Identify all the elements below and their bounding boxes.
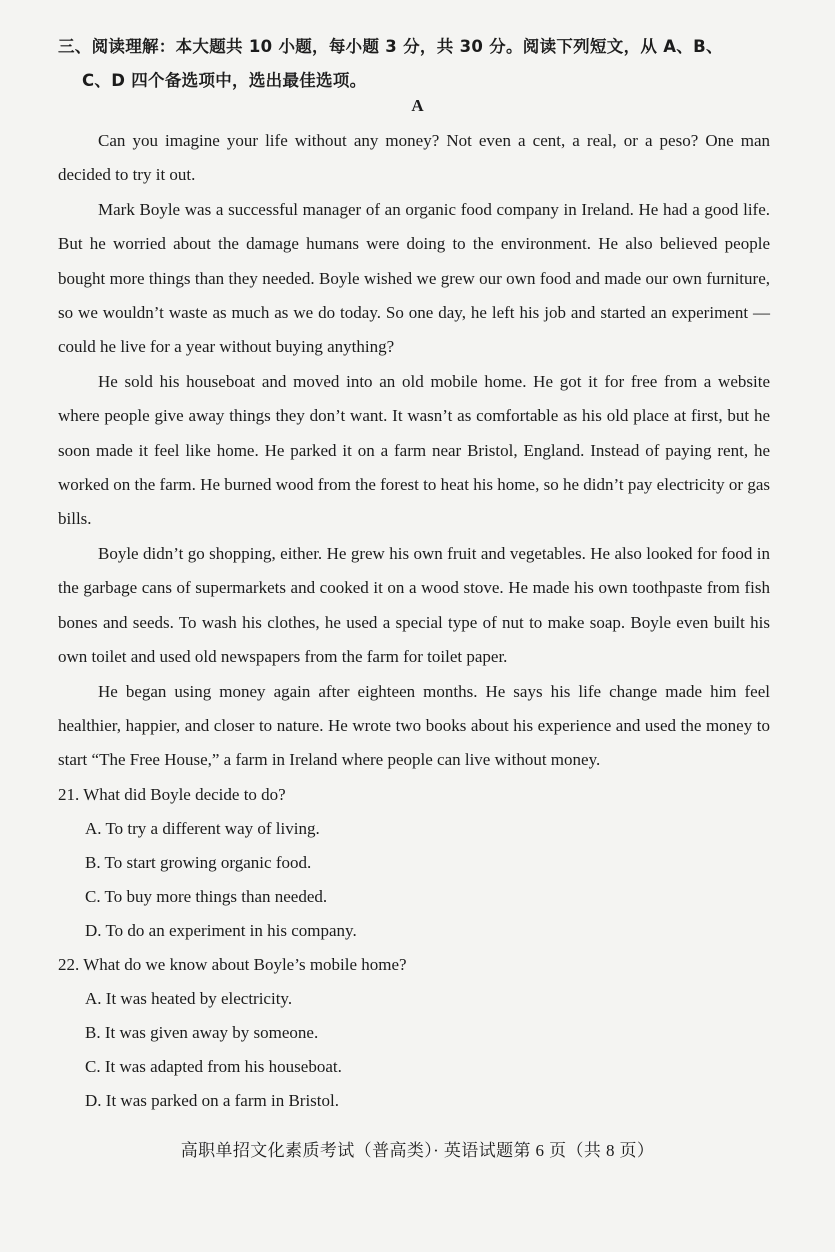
option-b: B. It was given away by someone. (85, 1022, 319, 1042)
section-header (58, 30, 778, 98)
paragraph: He began using money again after eighteen months. He says his life change made him feel healthier, happier, and closer to nature. He wrote two books about his experience and used the money to start “The Free House,” a farm in Ireland where people can live without money. (58, 681, 770, 770)
paragraph: He sold his houseboat and moved into an old mobile home. He got it for free from a website where people give away things they don’t want. It wasn’t as comfortable as his old place at first, but he soon made it feel like home. He parked it on a farm near Bristol, England. Instead of paying rent, he worked on the farm. He burned wood from the forest to heat his home, so he didn’t pay electricity or gas bills. (58, 371, 770, 529)
options-list (58, 982, 770, 1118)
options-list (58, 812, 770, 948)
section-header-line1: 三、阅读理解：本大题共 10 小题，每小题 3 分，共 30 分。阅读下列短文，从 A、B、 (58, 37, 723, 56)
question-stem: 22. What do we know about Boyle’s mobile home? (58, 954, 407, 974)
option-a: A. To try a different way of living. (85, 818, 320, 838)
paragraph: Mark Boyle was a successful manager of an organic food company in Ireland. He had a good life. But he worried about the damage humans were doing to the environment. He also believed people bought more things than they needed. Boyle wished we grew our own food and made our own furniture, so we wouldn’t waste as much as we do today. So one day, he left his job and started an experiment — could he live for a year without buying anything? (58, 199, 770, 357)
question-22 (58, 948, 770, 1118)
option-d: D. To do an experiment in his company. (85, 920, 357, 940)
option-c: C. To buy more things than needed. (85, 886, 328, 906)
section-header-line2: C、D 四个备选项中，选出最佳选项。 (82, 71, 367, 90)
passage-title: A (411, 96, 424, 115)
question-stem: 21. What did Boyle decide to do? (58, 784, 286, 804)
option-a: A. It was heated by electricity. (85, 988, 293, 1008)
question-21 (58, 778, 770, 948)
paragraph: Boyle didn’t go shopping, either. He grew his own fruit and vegetables. He also looked for food in the garbage cans of supermarkets and cooked it on a wood stove. He made his own toothpaste from fish bones and seeds. To wash his clothes, he used a special type of nut to make soap. Boyle even built his own toilet and used old newspapers from the farm for toilet paper. (58, 543, 770, 667)
page-footer: 高职单招文化素质考试（普高类）· 英语试题第 6 页（共 8 页） (180, 1141, 655, 1160)
paragraph: Can you imagine your life without any money? Not even a cent, a real, or a peso? One man decided to try it out. (58, 131, 770, 185)
option-d: D. It was parked on a farm in Bristol. (85, 1090, 339, 1110)
passage-body (58, 124, 770, 1118)
option-b: B. To start growing organic food. (85, 852, 312, 872)
option-c: C. It was adapted from his houseboat. (85, 1056, 342, 1076)
